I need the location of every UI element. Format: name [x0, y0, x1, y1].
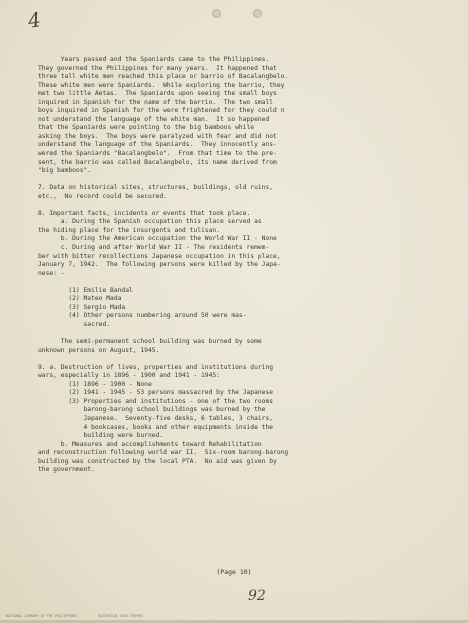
- document-body: [38, 56, 448, 475]
- text-line: inquired in Spanish for the name of the barrio. The two small: [38, 98, 274, 106]
- text-line: Years passed and the Spaniards came to the Philippines.: [38, 56, 270, 63]
- text-line: January 7, 1942. The following persons were killed by the Japa-: [38, 261, 281, 269]
- text-line: (1) 1896 - 1900 - None: [38, 380, 152, 388]
- paragraph-gap: [38, 330, 448, 339]
- text-line: asking the boys. The boys were paralyzed with fear and did not: [38, 132, 277, 140]
- text-line: b. During the American occupation the World War II - None: [38, 235, 277, 243]
- text-line: (1) Emilie Bandal: [38, 286, 133, 294]
- text-line: 7. Data on historical sites, structures, buildings, old ruins,: [38, 184, 274, 192]
- paragraph: [38, 56, 448, 176]
- text-line: b. Measures and accomplishments toward Rehabilitation: [38, 440, 262, 448]
- text-line: building was constructed by the local PTA. No aid was given by: [38, 457, 277, 465]
- page-footer: (Page 10): [216, 568, 252, 576]
- text-line: "big bamboos".: [38, 167, 92, 175]
- text-line: and reconstruction following world war II. Six-room barong-barong: [38, 449, 289, 457]
- text-line: three tall white men reached this place or barrio of Bacalangbelo.: [38, 73, 289, 81]
- paragraph-gap: [38, 201, 448, 210]
- text-line: (4) Other persons numbering around 50 were mas-: [38, 312, 247, 320]
- paragraph: [38, 210, 448, 330]
- text-line: that the Spaniards were pointing to the big bamboos while: [38, 124, 255, 132]
- text-line: Japanese. Seventy-five desks, 6 tables, 3 chairs,: [38, 414, 274, 422]
- text-line: 8. Important facts, incidents or events that took place.: [38, 209, 251, 217]
- paragraph-gap: [38, 176, 448, 185]
- text-line: 4 bookcases, books and other equipments inside the: [38, 423, 274, 431]
- handwritten-corner-mark: 4: [26, 7, 43, 33]
- text-line: sent, the barrio was called Bacalangbelo, its name derived from: [38, 158, 277, 166]
- text-line: a. During the Spanish occupation this place served as: [38, 218, 262, 226]
- text-line: c. During and after World War II - The residents remem-: [38, 244, 270, 252]
- paragraph: [38, 338, 448, 355]
- paragraph-gap: [38, 355, 448, 364]
- punch-hole-right: [253, 9, 262, 18]
- text-line: [38, 278, 448, 287]
- paragraph: [38, 184, 448, 201]
- text-line: unknown persons on August, 1945.: [38, 346, 160, 354]
- text-line: boys inquired in Spanish for the were frightened for they could n: [38, 107, 285, 115]
- text-line: (3) Sergio Mada: [38, 303, 126, 311]
- punch-hole-left: [212, 9, 221, 18]
- text-line: building were burned.: [38, 432, 164, 440]
- text-line: (2) 1941 - 1945 - 53 persons massacred by the Japanese: [38, 389, 274, 397]
- text-line: etc., No record could be secured.: [38, 192, 167, 200]
- text-line: These white men were Spaniards. While exploring the barrio, they: [38, 81, 285, 89]
- text-line: ber with bitter recollections Japanese occupation in this place,: [38, 252, 281, 260]
- text-line: wars, especially in 1896 - 1900 and 1941 - 1945:: [38, 372, 220, 380]
- text-line: met two little Aetas. The Spaniards upon seeing the small boys: [38, 90, 277, 98]
- text-line: 9. a. Destruction of lives, properties and institutions during: [38, 363, 274, 371]
- text-line: (3) Properties and institutions - one of the two rooms: [38, 397, 274, 405]
- text-line: nese: -: [38, 269, 65, 277]
- text-line: wered the Spaniards "Bacalangbelo". From that time to the pre-: [38, 150, 277, 158]
- text-line: not understand the language of the white man. It so happened: [38, 115, 270, 123]
- text-line: understand the language of the Spaniards. They innocently ans-: [38, 141, 277, 149]
- text-line: barong-barong school buildings was burned by the: [38, 406, 266, 414]
- paragraph: [38, 364, 448, 475]
- text-line: sacred.: [38, 320, 111, 328]
- text-line: the government.: [38, 466, 95, 474]
- text-line: the hiding place for the insurgents and tulisan.: [38, 226, 220, 234]
- handwritten-folio-number: 92: [248, 588, 266, 604]
- text-line: The semi-permanent school building was burned by some: [38, 338, 262, 346]
- archive-stamp: NATIONAL LIBRARY OF THE PHILIPPINES HISTORICAL DATA PAPERS: [6, 614, 143, 618]
- text-line: (2) Mateo Mada: [38, 295, 122, 303]
- text-line: They governed the Philippines for many years. It happened that: [38, 64, 277, 72]
